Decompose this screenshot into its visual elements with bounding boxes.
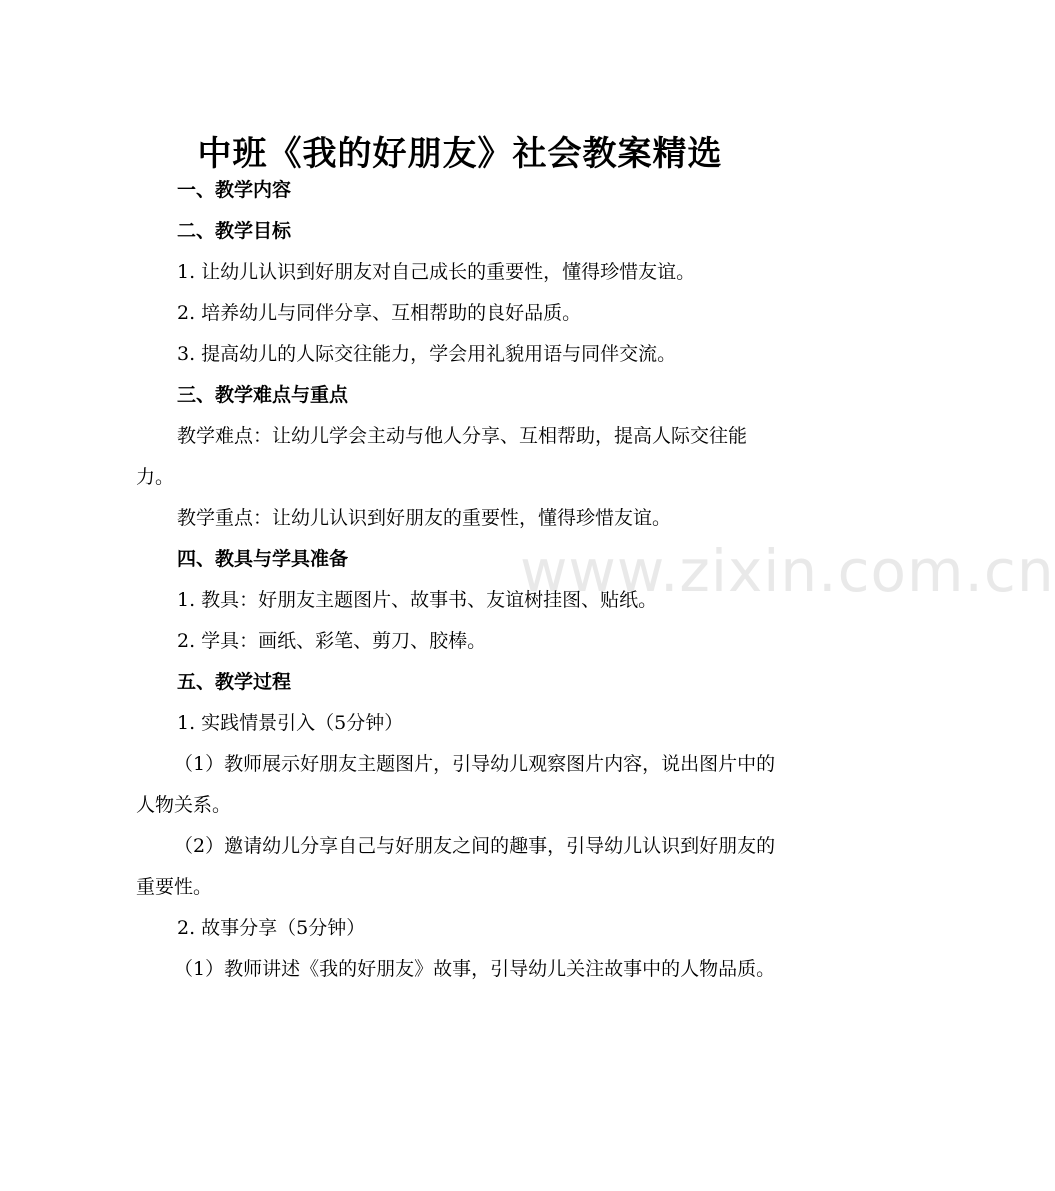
process-step-title: 1. 实践情景引入（5分钟）: [177, 712, 404, 734]
material-item: 1. 教具：好朋友主题图片、故事书、友谊树挂图、贴纸。: [177, 589, 658, 611]
material-item: 2. 学具：画纸、彩笔、剪刀、胶棒。: [177, 630, 487, 652]
document-body: [136, 170, 784, 990]
page-title: 中班《我的好朋友》社会教案精选: [197, 133, 723, 174]
section-heading-content: 一、教学内容: [177, 179, 292, 201]
difficulty-paragraph: 教学难点：让幼儿学会主动与他人分享、互相帮助，提高人际交往能力。: [136, 425, 748, 488]
watermark-text: www.zixin.com.cn: [520, 537, 1055, 605]
keypoint-paragraph: 教学重点：让幼儿认识到好朋友的重要性，懂得珍惜友谊。: [177, 507, 672, 529]
goal-item: 1. 让幼儿认识到好朋友对自己成长的重要性，懂得珍惜友谊。: [177, 261, 696, 283]
section-heading-goals: 二、教学目标: [177, 220, 292, 242]
process-step-item: （1）教师讲述《我的好朋友》故事，引导幼儿关注故事中的人物品质。: [174, 958, 776, 980]
process-step-title: 2. 故事分享（5分钟）: [177, 917, 366, 939]
section-heading-difficulty: 三、教学难点与重点: [177, 384, 349, 406]
goal-item: 3. 提高幼儿的人际交往能力，学会用礼貌用语与同伴交流。: [177, 343, 677, 365]
section-heading-materials: 四、教具与学具准备: [177, 548, 349, 570]
section-heading-process: 五、教学过程: [177, 671, 292, 693]
process-step-item: （2）邀请幼儿分享自己与好朋友之间的趣事，引导幼儿认识到好朋友的重要性。: [136, 835, 776, 898]
goal-item: 2. 培养幼儿与同伴分享、互相帮助的良好品质。: [177, 302, 582, 324]
process-step-item: （1）教师展示好朋友主题图片，引导幼儿观察图片内容，说出图片中的人物关系。: [136, 753, 776, 816]
